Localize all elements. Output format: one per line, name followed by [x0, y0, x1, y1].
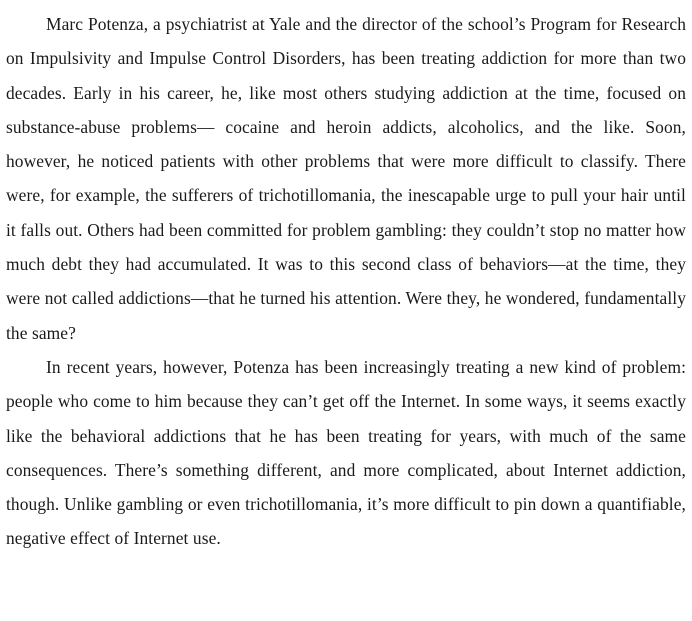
paragraph-1: Marc Potenza, a psychiatrist at Yale and the director of the school’s Program for Research on Impulsivity and Impulse Control Disorders, has been treating addiction for more than two decades. Early in his career, he, like most others studying addiction at the time, focused on substance-abuse problems— cocaine and heroin addicts, alcoholics, and the like. Soon, however, he noticed patients with other problems that were more difficult to classify. There were, for example, the sufferers of trichotillomania, the inescapable urge to pull your hair until it falls out. Others had been committed for problem gambling: they couldn’t stop no matter how much debt they had accumulated. It was to this second class of behaviors—at the time, they were not called addictions—that he turned his attention. Were they, he wondered, fundamentally the same? [6, 14, 686, 343]
paragraph-2: In recent years, however, Potenza has been increasingly treating a new kind of problem: people who come to him because they can’t get off the Internet. In some ways, it seems exactly like the behavioral addictions that he has been treating for years, with much of the same consequences. There’s something different, and more complicated, about Internet addiction, though. Unlike gambling or even trichotillomania, it’s more difficult to pin down a quantifiable, negative effect of Internet use. [6, 356, 686, 549]
